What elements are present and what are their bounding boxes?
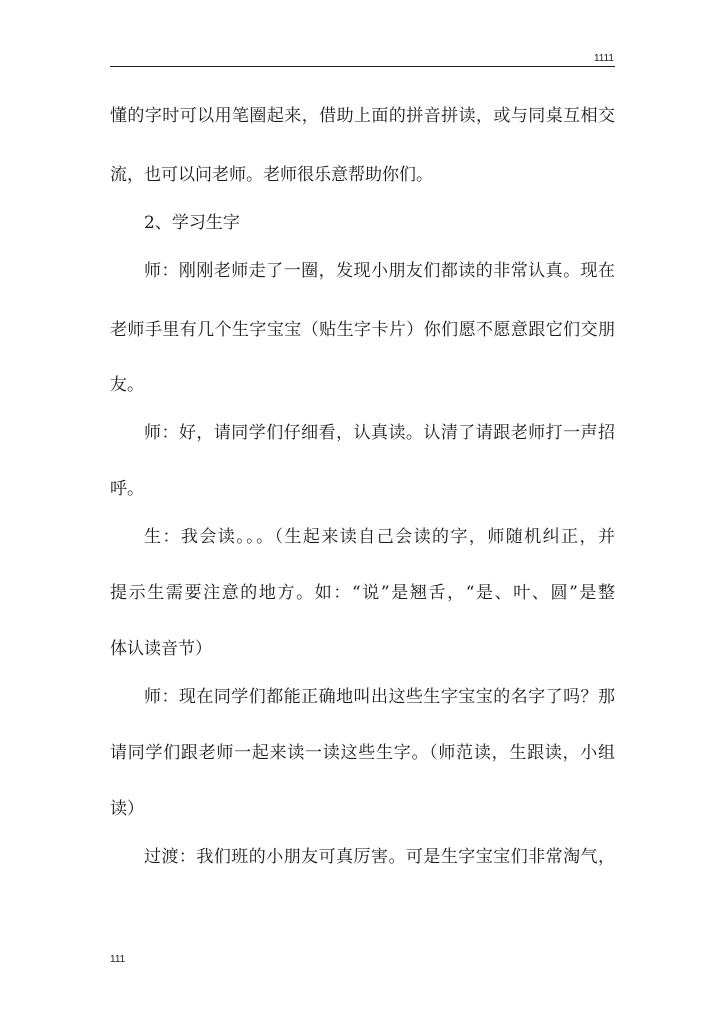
text-line: 师：好，请同学们仔细看，认真读。认清了请跟老师打一声招 <box>144 423 615 443</box>
header-rule <box>110 66 615 67</box>
text-line: 生：我会读。。。（生起来读自己会读的字，师随机纠正，并 <box>144 527 615 547</box>
text-line: 老师手里有几个生字宝宝（贴生字卡片）你们愿不愿意跟它们交朋 <box>110 320 615 340</box>
text-line: 提示生需要注意的地方。如：“说”是翘舌，“是、叶、圆”是整 <box>110 583 615 603</box>
text-line: 流，也可以问老师。老师很乐意帮助你们。 <box>110 165 433 185</box>
text-line: 师：现在同学们都能正确地叫出这些生字宝宝的名字了吗？那 <box>144 687 615 707</box>
text-line: 读） <box>110 799 144 819</box>
text-line: 请同学们跟老师一起来读一读这些生字。（师范读，生跟读，小组 <box>110 743 615 763</box>
section-heading: 2、学习生字 <box>144 213 240 233</box>
text-line: 师：刚刚老师走了一圈，发现小朋友们都读的非常认真。现在 <box>144 261 615 281</box>
text-line: 友。 <box>110 375 144 395</box>
header-page-number: 1111 <box>593 53 614 64</box>
footer-page-number: 111 <box>110 954 126 965</box>
text-line: 呼。 <box>110 479 144 499</box>
text-line: 懂的字时可以用笔圈起来，借助上面的拼音拼读，或与同桌互相交 <box>110 106 615 126</box>
text-line: 过渡：我们班的小朋友可真厉害。可是生字宝宝们非常淘气， <box>144 847 615 867</box>
text-line: 体认读音节） <box>110 639 212 659</box>
